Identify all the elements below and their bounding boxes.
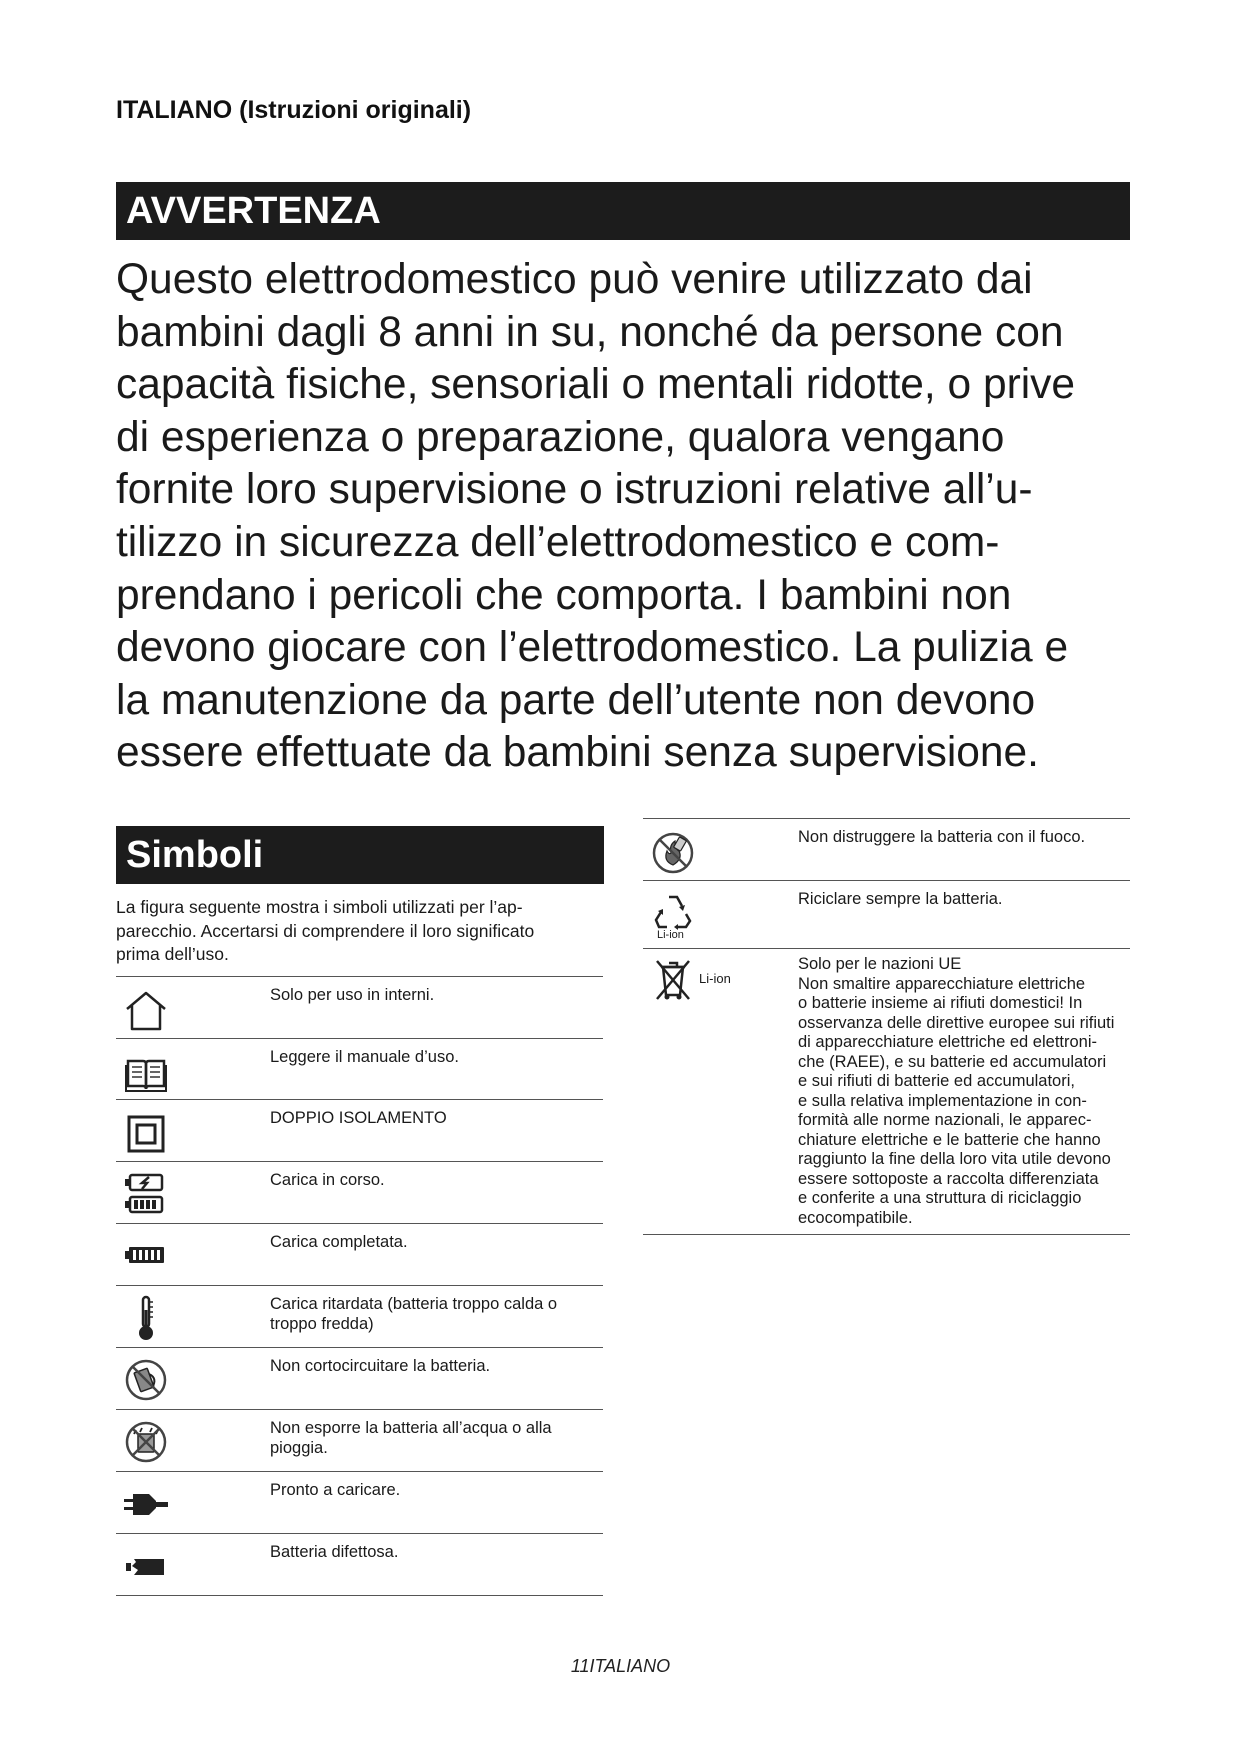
house-icon [122,987,170,1035]
symbol-description: Non esporre la batteria all’acqua o alla pioggia. [270,1419,552,1457]
footer-language: ITALIANO [589,1656,671,1676]
warning-line: prendano i pericoli che comporta. I bambini non [116,571,1012,619]
symbol-description: Non distruggere la batteria con il fuoco. [798,828,1086,846]
symbol-row [643,881,1130,949]
thermometer-icon [122,1294,170,1342]
symbol-row [116,1472,603,1534]
symbols-table-left [116,976,603,1596]
symbol-description: Pronto a caricare. [270,1481,401,1499]
warning-line: tilizzo in sicurezza dell’elettrodomestico e com- [116,518,1000,566]
warning-line: devono giocare con l’elettrodomestico. La pulizia e [116,624,1069,672]
double-insulation-icon [122,1110,170,1158]
battery-full-icon [122,1230,170,1278]
symbols-heading: Simboli [116,826,604,884]
symbol-row [116,977,603,1039]
battery-charging-icon [122,1170,170,1218]
symbol-description: Carica in corso. [270,1171,385,1189]
symbols-table-right [643,818,1130,1235]
symbol-description: Carica ritardata (batteria troppo calda o troppo fredda) [270,1295,558,1333]
warning-line: capacità fisiche, sensoriali o mentali ridotte, o prive [116,361,1076,409]
symbol-description: Carica completata. [270,1233,408,1251]
no-water-icon [122,1418,170,1466]
symbol-description: Riciclare sempre la batteria. [798,890,1003,908]
warning-text [116,254,1146,780]
warning-line: di esperienza o preparazione, qualora vengano [116,413,1005,461]
symbol-row [116,1224,603,1286]
symbol-description: Solo per uso in interni. [270,986,435,1004]
symbol-row [116,1410,603,1472]
warning-heading: AVVERTENZA [116,182,1130,240]
intro-line: La figura seguente mostra i simboli utilizzati per l’ap- [116,897,523,917]
page-number: 11 [570,1656,590,1676]
crossed-bin-icon [649,955,697,1003]
symbol-description: Batteria difettosa. [270,1543,399,1561]
recycle-icon-label: Li-ion [657,929,684,941]
plug-icon [122,1480,170,1528]
symbols-intro [116,896,606,967]
page-title: ITALIANO (Istruzioni originali) [116,96,472,124]
warning-line: essere effettuate da bambini senza supervisione. [116,729,1039,777]
symbol-description: Leggere il manuale d’uso. [270,1048,459,1066]
no-fire-icon [649,829,697,877]
intro-line: prima dell’uso. [116,944,229,964]
symbol-row [116,1286,603,1348]
symbol-row [116,1162,603,1224]
page-footer [0,1656,1241,1677]
no-short-circuit-icon [122,1356,170,1404]
symbol-row [116,1100,603,1162]
warning-line: bambini dagli 8 anni in su, nonché da persone con [116,308,1064,356]
symbol-description: Solo per le nazioni UE Non smaltire apparecchiature elettriche o batterie insieme ai rifiuti domestici! In osservanza delle direttive europee sui rifiuti di apparecchiature elettriche ed elettroni- che (RAEE), e su batterie ed accumulatori e sui rifiuti di batterie ed accumulatori, e sulla relativa implementazione in con- formità alle norme nazionali, le apparec- chiature elettriche e le batterie che hanno raggiunto la fine della loro vita utile devono essere sottoposte a raccolta differenziata e conferite a una struttura di riciclaggio ecocompatibile. [798,955,1115,1227]
battery-defective-icon [122,1542,170,1590]
crossed-bin-icon-label: Li-ion [699,971,731,986]
symbol-row [116,1534,603,1596]
intro-line: parecchio. Accertarsi di comprendere il loro significato [116,920,535,941]
symbol-description: DOPPIO ISOLAMENTO [270,1109,447,1127]
warning-line: fornite loro supervisione o istruzioni relative all’u- [116,466,1033,514]
symbol-row [643,819,1130,881]
warning-line: Questo elettrodomestico può venire utilizzato dai [116,256,1033,303]
symbol-row [643,949,1130,1235]
manual-book-icon [122,1049,170,1097]
symbol-description: Non cortocircuitare la batteria. [270,1357,491,1375]
symbol-row [116,1348,603,1410]
symbol-row [116,1039,603,1100]
warning-line: la manutenzione da parte dell’utente non devono [116,676,1036,724]
